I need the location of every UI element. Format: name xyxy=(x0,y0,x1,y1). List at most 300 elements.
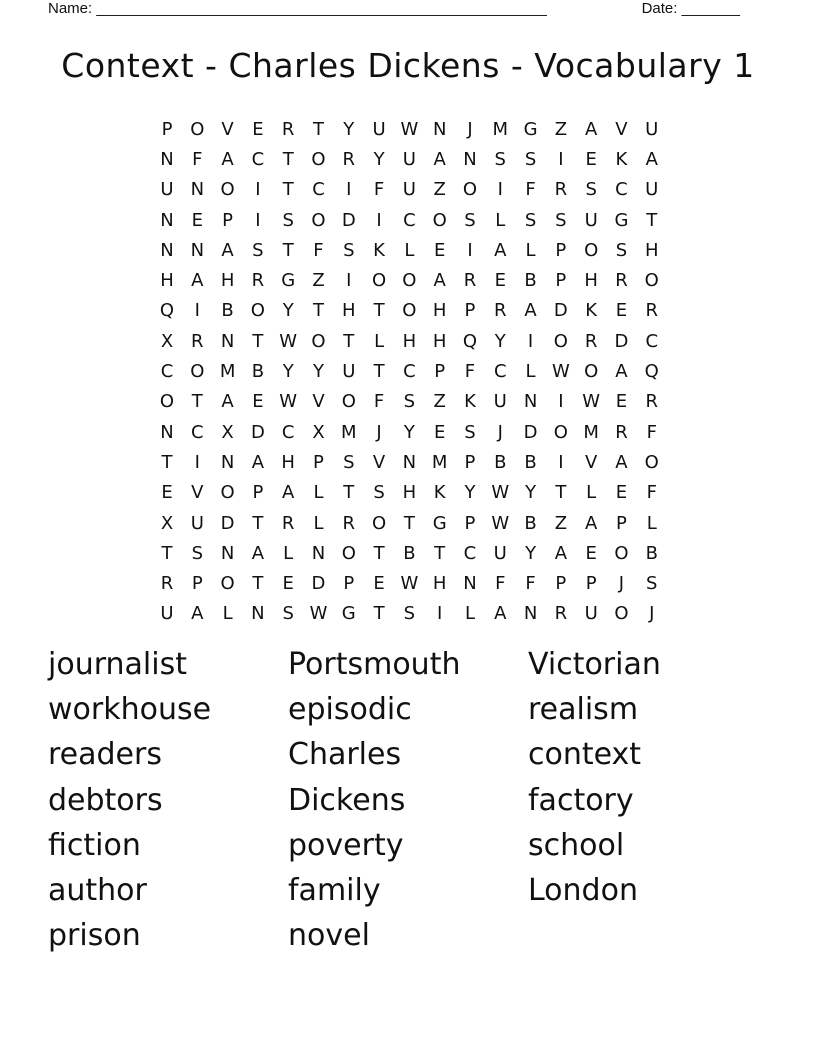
grid-letter: A xyxy=(433,270,446,292)
grid-letter: K xyxy=(433,482,446,504)
grid-letter: G xyxy=(341,603,356,625)
grid-letter: H xyxy=(402,330,417,352)
word-bank-item: author xyxy=(48,872,147,908)
grid-letter: L xyxy=(646,512,657,534)
grid-letter: T xyxy=(161,542,173,564)
grid-letter: J xyxy=(497,421,503,443)
word-bank-item: Victorian xyxy=(528,647,661,682)
grid-letter: C xyxy=(312,179,325,201)
grid-letter: E xyxy=(252,391,264,413)
grid-letter: M xyxy=(431,451,448,473)
grid-letter: A xyxy=(615,361,628,383)
grid-letter: F xyxy=(464,361,476,383)
date-field[interactable]: Date: _______ xyxy=(641,0,740,17)
grid-letter: D xyxy=(220,512,235,534)
grid-letter: T xyxy=(343,482,355,504)
grid-letter: C xyxy=(615,179,628,201)
grid-letter: S xyxy=(615,239,628,261)
grid-letter: B xyxy=(403,542,416,564)
grid-letter: U xyxy=(584,209,598,231)
grid-letter: T xyxy=(252,330,264,352)
grid-letter: O xyxy=(553,330,568,352)
grid-letter: P xyxy=(585,573,597,595)
grid-letter: I xyxy=(194,451,200,473)
grid-letter: L xyxy=(404,239,415,261)
grid-letter: R xyxy=(463,270,477,292)
grid-letter: C xyxy=(281,421,295,443)
grid-letter: K xyxy=(373,239,385,261)
grid-letter: E xyxy=(615,391,628,413)
grid-letter: A xyxy=(554,542,568,564)
grid-letter: F xyxy=(373,179,385,201)
grid-letter: F xyxy=(525,179,536,201)
grid-letter: N xyxy=(160,148,174,170)
grid-letter: N xyxy=(311,542,326,564)
grid-letter: H xyxy=(220,270,235,292)
grid-letter: X xyxy=(312,421,325,443)
grid-letter: T xyxy=(191,391,203,413)
grid-letter: O xyxy=(462,179,478,201)
grid-letter: N xyxy=(160,421,174,443)
grid-letter: J xyxy=(649,603,655,625)
grid-letter: M xyxy=(341,421,357,443)
grid-letter: T xyxy=(434,542,446,564)
word-bank-item: Dickens xyxy=(288,782,406,818)
grid-letter: T xyxy=(312,118,324,140)
word-bank-item: journalist xyxy=(48,647,187,682)
grid-letter: U xyxy=(645,179,659,201)
word-bank-empty-slot xyxy=(528,913,768,958)
grid-letter: N xyxy=(463,573,477,595)
grid-letter: D xyxy=(341,209,356,231)
grid-letter: G xyxy=(523,118,538,140)
grid-letter: O xyxy=(311,209,326,231)
word-bank-item: factory xyxy=(528,782,634,818)
grid-letter: T xyxy=(646,209,658,231)
grid-letter: A xyxy=(251,542,265,564)
grid-letter: M xyxy=(492,118,509,140)
grid-letter: S xyxy=(252,239,264,261)
grid-letter: C xyxy=(645,330,659,352)
grid-letter: R xyxy=(645,300,658,322)
grid-letter: R xyxy=(615,270,628,292)
grid-letter: H xyxy=(584,270,598,292)
grid-letter: W xyxy=(279,391,298,413)
grid-letter: O xyxy=(311,330,326,352)
grid-letter: L xyxy=(313,482,324,504)
grid-letter: R xyxy=(645,391,658,413)
grid-letter: E xyxy=(615,300,628,322)
grid-letter: Z xyxy=(433,179,446,201)
grid-letter: F xyxy=(646,482,657,504)
grid-letter: N xyxy=(220,542,235,564)
grid-letter: E xyxy=(615,482,628,504)
grid-letter: O xyxy=(311,148,326,170)
grid-letter: T xyxy=(403,512,415,534)
grid-letter: I xyxy=(497,179,503,201)
grid-letter: V xyxy=(372,451,386,473)
grid-letter: P xyxy=(616,512,627,534)
grid-letter: K xyxy=(585,300,598,322)
grid-letter: Y xyxy=(282,361,294,383)
word-bank-item: readers xyxy=(48,737,162,773)
grid-letter: C xyxy=(160,361,174,383)
grid-letter: B xyxy=(524,270,537,292)
grid-letter: F xyxy=(646,421,657,443)
grid-letter: F xyxy=(373,391,385,413)
grid-letter: M xyxy=(219,361,236,383)
grid-letter: I xyxy=(346,270,352,292)
grid-letter: T xyxy=(373,603,385,625)
grid-letter: P xyxy=(343,573,355,595)
grid-letter: W xyxy=(400,118,419,140)
grid-letter: Y xyxy=(494,330,506,352)
grid-letter: P xyxy=(555,573,567,595)
grid-letter: N xyxy=(402,451,417,473)
header-line xyxy=(48,0,740,18)
grid-letter: Y xyxy=(282,300,294,322)
grid-letter: R xyxy=(251,270,265,292)
word-bank-item: context xyxy=(528,737,642,773)
grid-letter: N xyxy=(220,330,235,352)
grid-letter: L xyxy=(525,361,536,383)
grid-letter: O xyxy=(371,512,387,534)
grid-letter: Q xyxy=(644,361,659,383)
grid-letter: S xyxy=(494,148,506,170)
grid-letter: L xyxy=(586,482,597,504)
grid-letter: G xyxy=(432,512,447,534)
grid-letter: S xyxy=(403,603,416,625)
grid-letter: W xyxy=(279,330,298,352)
grid-letter: E xyxy=(433,421,446,443)
grid-letter: R xyxy=(584,330,598,352)
grid-letter: F xyxy=(525,573,536,595)
grid-letter: D xyxy=(523,421,538,443)
grid-letter: Y xyxy=(343,118,355,140)
grid-letter: E xyxy=(433,239,446,261)
grid-letter: S xyxy=(403,391,416,413)
grid-letter: Z xyxy=(554,118,568,140)
grid-letter: J xyxy=(467,118,473,140)
grid-letter: L xyxy=(283,542,294,564)
grid-letter: W xyxy=(491,482,510,504)
word-bank xyxy=(48,642,768,958)
grid-letter: C xyxy=(463,542,477,564)
grid-letter: R xyxy=(281,118,295,140)
grid-letter: P xyxy=(252,482,264,504)
grid-letter: S xyxy=(524,148,537,170)
grid-letter: I xyxy=(558,451,564,473)
grid-letter: Y xyxy=(373,148,385,170)
grid-letter: V xyxy=(221,118,234,140)
name-field[interactable]: Name: ______________________________________________________ xyxy=(48,0,547,17)
grid-letter: N xyxy=(220,451,235,473)
grid-letter: O xyxy=(371,270,387,292)
grid-letter: N xyxy=(160,209,174,231)
grid-letter: N xyxy=(251,603,265,625)
grid-letter: I xyxy=(527,330,534,352)
word-bank-item: workhouse xyxy=(48,692,212,728)
grid-letter: H xyxy=(342,300,356,322)
grid-letter: Q xyxy=(159,300,175,322)
word-bank-item: school xyxy=(528,827,625,863)
grid-letter: T xyxy=(282,179,294,201)
grid-letter: Y xyxy=(464,482,476,504)
grid-letter: M xyxy=(583,421,599,443)
grid-letter: W xyxy=(491,512,510,534)
grid-letter: A xyxy=(221,239,234,261)
grid-letter: D xyxy=(614,330,629,352)
grid-letter: A xyxy=(221,148,234,170)
grid-letter: I xyxy=(467,239,473,261)
grid-letter: L xyxy=(374,330,385,352)
grid-letter: E xyxy=(585,148,597,170)
grid-letter: U xyxy=(190,512,204,534)
grid-letter: Z xyxy=(554,512,568,534)
grid-letter: I xyxy=(194,300,200,322)
word-bank-item: realism xyxy=(528,692,639,728)
grid-letter: P xyxy=(161,118,173,140)
grid-letter: O xyxy=(341,542,356,564)
grid-letter: B xyxy=(645,542,658,564)
grid-letter: S xyxy=(464,209,476,231)
grid-letter: T xyxy=(373,300,385,322)
grid-letter: N xyxy=(523,603,538,625)
grid-letter: O xyxy=(341,391,356,413)
grid-letter: C xyxy=(403,209,416,231)
grid-letter: C xyxy=(191,421,204,443)
grid-letter: O xyxy=(584,239,599,261)
page-title: Context - Charles Dickens - Vocabulary 1 xyxy=(61,46,755,85)
grid-letter: T xyxy=(343,330,355,352)
grid-letter: W xyxy=(551,361,570,383)
grid-letter: G xyxy=(281,270,296,292)
grid-letter: R xyxy=(494,300,507,322)
grid-letter: I xyxy=(558,391,564,413)
grid-letter: C xyxy=(403,361,416,383)
grid-letter: L xyxy=(525,239,536,261)
word-bank-item: Portsmouth xyxy=(288,647,461,682)
grid-letter: A xyxy=(191,270,204,292)
grid-letter: X xyxy=(160,512,174,534)
grid-letter: I xyxy=(376,209,382,231)
grid-letter: R xyxy=(342,512,356,534)
grid-letter: Y xyxy=(403,421,415,443)
grid-letter: U xyxy=(584,603,598,625)
grid-letter: S xyxy=(282,209,294,231)
grid-letter: S xyxy=(373,482,385,504)
grid-letter: L xyxy=(464,603,475,625)
grid-letter: R xyxy=(615,421,628,443)
grid-letter: P xyxy=(464,512,476,534)
grid-letter: A xyxy=(221,391,234,413)
grid-letter: V xyxy=(584,451,598,473)
grid-letter: X xyxy=(160,330,174,352)
grid-letter: H xyxy=(432,573,447,595)
grid-letter: T xyxy=(282,239,294,261)
grid-letter: S xyxy=(282,603,294,625)
grid-letter: E xyxy=(494,270,506,292)
grid-letter: P xyxy=(464,300,476,322)
grid-letter: U xyxy=(402,179,416,201)
grid-letter: H xyxy=(432,330,447,352)
grid-letter: W xyxy=(582,391,601,413)
grid-letter: H xyxy=(644,239,659,261)
grid-letter: U xyxy=(160,603,174,625)
grid-letter: P xyxy=(222,209,234,231)
grid-letter: S xyxy=(555,209,567,231)
grid-letter: H xyxy=(160,270,174,292)
grid-letter: H xyxy=(402,482,417,504)
grid-letter: X xyxy=(221,421,234,443)
grid-letter: P xyxy=(464,451,476,473)
grid-letter: F xyxy=(192,148,203,170)
grid-letter: T xyxy=(373,542,385,564)
grid-letter: Y xyxy=(525,542,537,564)
grid-letter: S xyxy=(464,421,476,443)
grid-letter: U xyxy=(372,118,386,140)
grid-letter: D xyxy=(311,573,326,595)
grid-letter: R xyxy=(281,512,295,534)
grid-letter: I xyxy=(346,179,352,201)
grid-letter: R xyxy=(160,573,174,595)
grid-letter: I xyxy=(437,603,443,625)
grid-letter: U xyxy=(493,391,507,413)
grid-letter: N xyxy=(190,179,205,201)
grid-letter: A xyxy=(433,148,446,170)
grid-letter: L xyxy=(313,512,324,534)
grid-letter: A xyxy=(494,603,507,625)
grid-letter: S xyxy=(524,209,537,231)
grid-letter: O xyxy=(644,451,659,473)
grid-letter: D xyxy=(553,300,568,322)
grid-letter: R xyxy=(554,179,568,201)
grid-letter: W xyxy=(309,603,328,625)
grid-letter: I xyxy=(558,148,564,170)
grid-letter: O xyxy=(159,391,175,413)
grid-letter: K xyxy=(464,391,476,413)
grid-letter: A xyxy=(645,148,658,170)
grid-letter: O xyxy=(614,603,629,625)
word-bank-item: family xyxy=(288,872,381,908)
grid-letter: D xyxy=(250,421,265,443)
grid-letter: F xyxy=(495,573,506,595)
grid-letter: I xyxy=(255,179,261,201)
grid-letter: E xyxy=(191,209,203,231)
grid-letter: L xyxy=(495,209,506,231)
grid-letter: O xyxy=(553,421,568,443)
word-bank-item: Charles xyxy=(288,737,402,773)
grid-letter: N xyxy=(523,391,538,413)
grid-letter: B xyxy=(494,451,507,473)
grid-letter: O xyxy=(644,270,659,292)
grid-letter: O xyxy=(220,179,235,201)
grid-letter: B xyxy=(524,451,537,473)
grid-letter: O xyxy=(402,270,417,292)
grid-letter: V xyxy=(312,391,325,413)
word-bank-item: poverty xyxy=(288,827,404,863)
grid-letter: A xyxy=(251,451,265,473)
grid-letter: O xyxy=(614,542,629,564)
word-bank-item: fiction xyxy=(48,827,141,863)
grid-letter: B xyxy=(251,361,265,383)
word-bank-item: episodic xyxy=(288,692,412,728)
word-bank-item: prison xyxy=(48,918,141,954)
grid-letter: U xyxy=(493,542,507,564)
grid-letter: A xyxy=(282,482,295,504)
grid-letter: Y xyxy=(312,361,324,383)
grid-letter: I xyxy=(255,209,261,231)
grid-letter: B xyxy=(221,300,234,322)
grid-letter: O xyxy=(190,361,205,383)
grid-letter: Z xyxy=(433,391,446,413)
grid-letter: S xyxy=(585,179,597,201)
grid-letter: R xyxy=(342,148,356,170)
grid-letter: P xyxy=(434,361,446,383)
grid-letter: P xyxy=(555,270,567,292)
grid-letter: Z xyxy=(312,270,325,292)
grid-letter: F xyxy=(313,239,324,261)
grid-letter: Q xyxy=(462,330,478,352)
grid-letter: H xyxy=(281,451,295,473)
grid-letter: S xyxy=(191,542,204,564)
grid-letter: H xyxy=(432,300,447,322)
grid-letter: B xyxy=(524,512,537,534)
grid-letter: J xyxy=(618,573,625,595)
grid-letter: R xyxy=(191,330,204,352)
grid-letter: O xyxy=(432,209,447,231)
grid-letter: O xyxy=(584,361,599,383)
grid-letter: O xyxy=(220,573,235,595)
grid-letter: P xyxy=(313,451,324,473)
grid-letter: O xyxy=(402,300,417,322)
grid-letter: V xyxy=(615,118,628,140)
word-search-grid xyxy=(155,114,670,629)
grid-letter: V xyxy=(191,482,204,504)
grid-letter: T xyxy=(282,148,294,170)
grid-letter: G xyxy=(614,209,629,231)
grid-letter: T xyxy=(555,482,567,504)
grid-letter: Y xyxy=(525,482,537,504)
grid-letter: N xyxy=(160,239,174,261)
word-bank-item: London xyxy=(528,872,638,908)
grid-letter: U xyxy=(160,179,174,201)
grid-letter: P xyxy=(555,239,567,261)
grid-letter: O xyxy=(250,300,265,322)
grid-letter: K xyxy=(615,148,628,170)
word-bank-item: novel xyxy=(288,918,370,954)
grid-letter: C xyxy=(251,148,265,170)
grid-letter: A xyxy=(584,512,598,534)
grid-letter: E xyxy=(161,482,173,504)
grid-letter: N xyxy=(190,239,205,261)
grid-letter: A xyxy=(584,118,598,140)
grid-letter: E xyxy=(585,542,597,564)
grid-letter: T xyxy=(252,573,264,595)
grid-letter: T xyxy=(312,300,324,322)
grid-letter: N xyxy=(463,148,477,170)
grid-letter: P xyxy=(191,573,203,595)
grid-letter: E xyxy=(373,573,385,595)
grid-letter: T xyxy=(161,451,173,473)
grid-letter: J xyxy=(376,421,382,443)
grid-letter: A xyxy=(524,300,537,322)
grid-letter: A xyxy=(494,239,507,261)
grid-letter: W xyxy=(400,573,419,595)
grid-letter: O xyxy=(220,482,235,504)
grid-letter: A xyxy=(191,603,204,625)
grid-letter: S xyxy=(343,239,355,261)
